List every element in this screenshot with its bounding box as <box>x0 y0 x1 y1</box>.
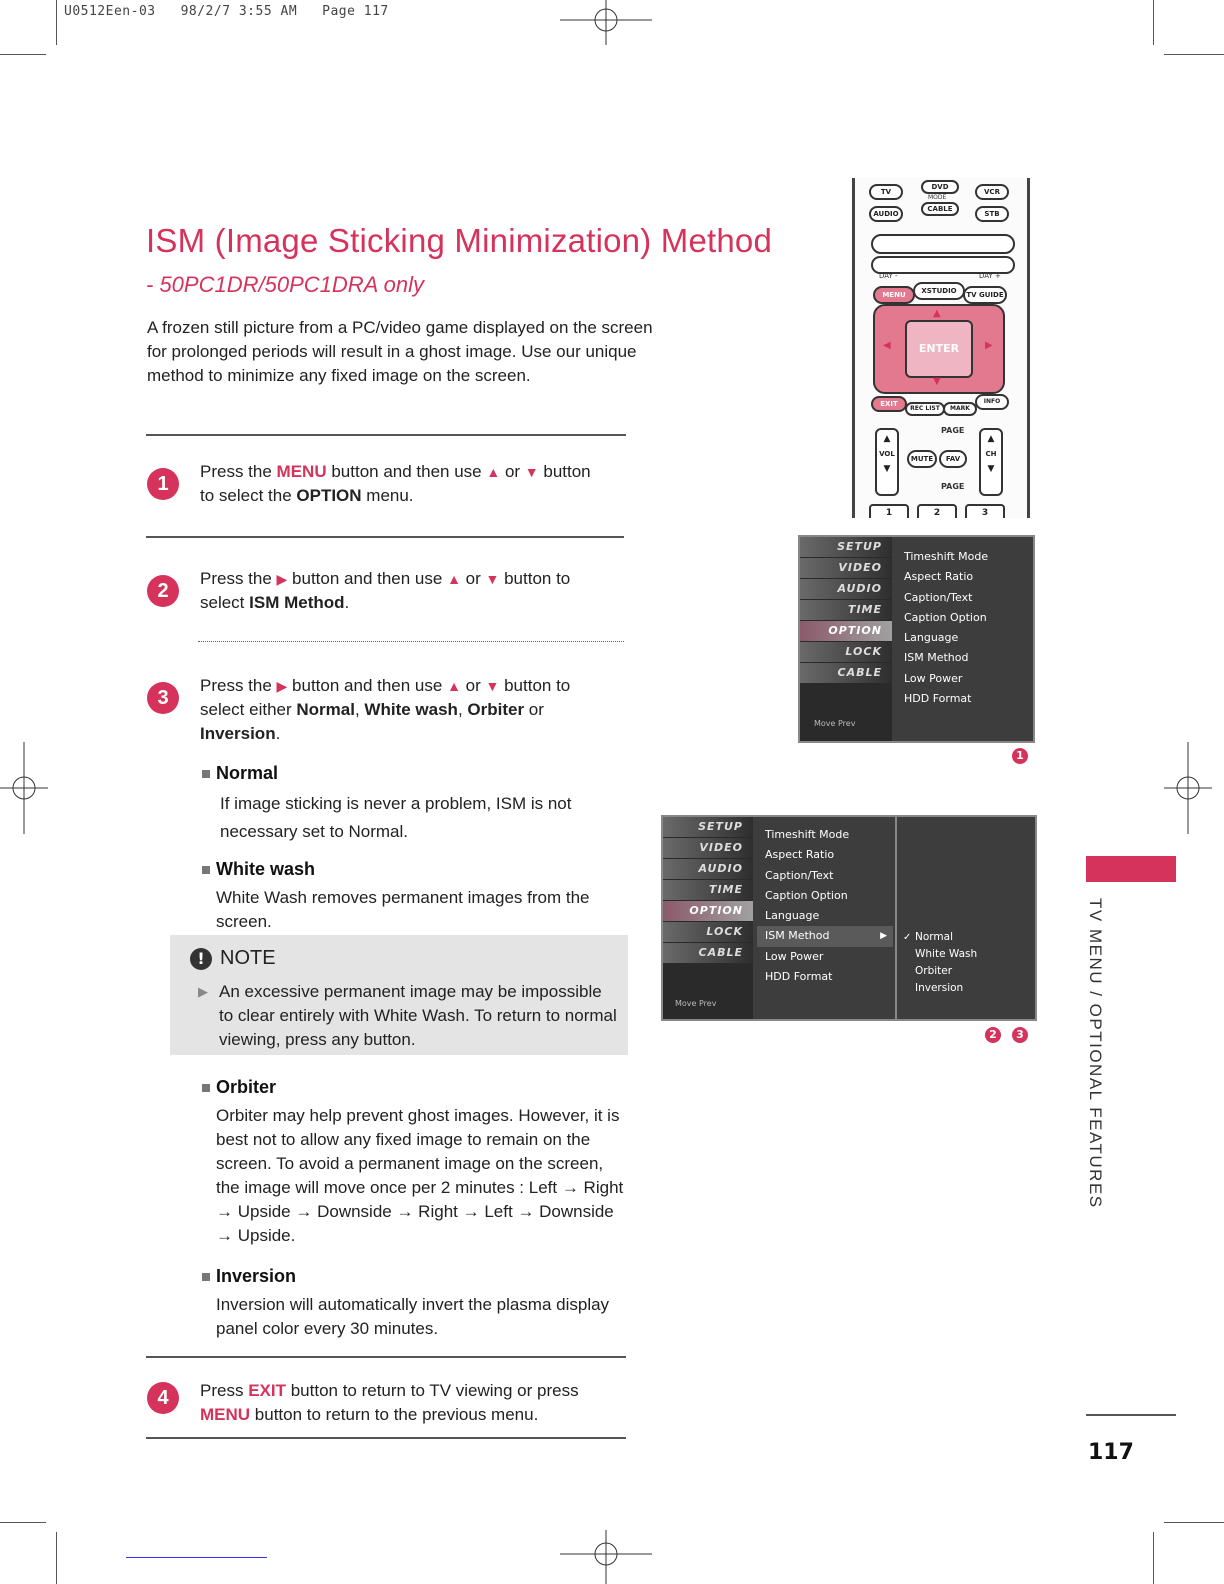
option-inversion-heading: Inversion <box>202 1266 296 1287</box>
note-body: An excessive permanent image may be impossible to clear entirely with White Wash. To return to normal viewing, press any button. <box>219 982 617 1049</box>
divider <box>146 536 624 538</box>
remote-mute-button: MUTE <box>907 450 937 468</box>
option-inversion-body: Inversion will automatically invert the plasma display panel color every 30 minutes. <box>216 1295 610 1338</box>
step-2-badge: 2 <box>147 575 179 607</box>
remote-vol-label: VOL <box>879 450 895 458</box>
menu-item: Aspect Ratio <box>765 848 835 862</box>
dotted-divider <box>198 641 624 642</box>
crop-mark <box>1153 1532 1154 1584</box>
menu-item: Caption/Text <box>765 868 834 882</box>
down-arrow-icon: ▼ <box>933 376 941 387</box>
remote-cable-button: CABLE <box>921 202 959 216</box>
down-arrow-icon: ▼ <box>987 464 995 474</box>
remote-day-minus-label: DAY - <box>879 272 898 280</box>
step-1-badge: 1 <box>147 468 179 500</box>
menu-tab-audio: AUDIO <box>663 859 753 879</box>
remote-page-down-label: PAGE <box>941 482 965 491</box>
step-4-text: Press EXIT button to return to TV viewing or press MENU button to return to the previous menu. <box>200 1381 579 1424</box>
crop-mark <box>1164 1522 1224 1523</box>
right-arrow-icon: ▶ <box>880 931 887 942</box>
menu-tab-video: VIDEO <box>663 838 753 858</box>
submenu-item: Inversion <box>915 982 964 994</box>
menu-item: Caption Option <box>904 610 987 624</box>
menu-tab-setup: SETUP <box>663 817 753 837</box>
menu-item: Language <box>765 909 820 923</box>
up-arrow-icon: ▲ <box>883 434 891 444</box>
footer-link-line <box>126 1557 267 1558</box>
option-orbiter-body: Orbiter may help prevent ghost images. However, it is best not to allow any fixed image to remain on the screen. To avoid a permanent image on the screen, the image will move once per 2 minutes : Left → Right → Upside → Downside → Right → Left → Downside → Upside. <box>216 1106 624 1245</box>
menu-screen-1 <box>798 535 1035 743</box>
submenu <box>903 929 1031 997</box>
remote-ch-button <box>979 428 1003 496</box>
option-whitewash-body: White Wash removes permanent images from the screen. <box>216 888 590 931</box>
remote-enter-button: ENTER <box>905 320 973 378</box>
exclamation-icon: ! <box>190 948 212 970</box>
remote-info-button: INFO <box>975 394 1009 410</box>
menu-item: HDD Format <box>904 692 972 706</box>
remote-transport-buttons <box>871 234 1015 254</box>
menu-item: Low Power <box>904 671 963 685</box>
menu-tab-lock: LOCK <box>663 922 753 942</box>
menu-item: Aspect Ratio <box>904 570 974 584</box>
menu-item: Caption/Text <box>904 590 973 604</box>
figure-badge-1: 1 <box>1012 748 1028 764</box>
crop-mark <box>56 1532 57 1584</box>
remote-audio-button: AUDIO <box>869 206 903 222</box>
menu-items <box>757 825 893 987</box>
check-icon: ✓ <box>903 932 912 943</box>
crop-mark <box>0 54 46 55</box>
step-2-text: Press the ▶ button and then use ▲ or ▼ button to select ISM Method. <box>200 569 571 612</box>
submenu-item-selected: ✓ Normal <box>903 929 1031 946</box>
option-normal-body: If image sticking is never a problem, ISM is not necessary set to Normal. <box>220 794 572 841</box>
remote-mark-button: MARK <box>943 402 977 416</box>
menu-item: Language <box>904 631 959 645</box>
step-4-badge: 4 <box>147 1382 179 1414</box>
menu-divider <box>895 817 897 1019</box>
crop-mark <box>1153 0 1154 45</box>
remote-fav-button: FAV <box>939 450 967 468</box>
option-normal-heading: Normal <box>202 763 278 784</box>
intro-paragraph: A frozen still picture from a PC/video game displayed on the screen for prolonged periods will result in a ghost image. Use our unique method to minimize any fixed image on the screen. <box>147 318 653 385</box>
right-triangle-icon: ▶ <box>276 571 288 587</box>
remote-vcr-button: VCR <box>975 184 1009 200</box>
remote-tvguide-button: TV GUIDE <box>963 286 1007 304</box>
menu-item-selected: ISM Method ▶ <box>757 926 893 946</box>
menu-tab-video: VIDEO <box>800 558 892 578</box>
down-triangle-icon: ▼ <box>485 678 500 694</box>
crop-mark <box>0 1522 46 1523</box>
down-triangle-icon: ▼ <box>524 464 539 480</box>
remote-number-1: 1 <box>869 504 909 518</box>
bullet-arrow-icon: ▶ <box>198 985 208 1000</box>
note-box <box>170 935 628 1055</box>
submenu-item: Orbiter <box>915 965 953 977</box>
page-subtitle: - 50PC1DR/50PC1DRA only <box>146 272 424 297</box>
up-arrow-icon: ▲ <box>933 308 941 319</box>
left-arrow-icon: ◀ <box>883 340 891 351</box>
menu-tab-time: TIME <box>800 600 892 620</box>
menu-tab-column <box>663 817 753 1019</box>
menu-items <box>896 547 1030 709</box>
divider <box>1086 1414 1176 1416</box>
registration-mark <box>0 742 48 834</box>
remote-dvd-button: DVD <box>921 180 959 194</box>
menu-tab-option: OPTION <box>663 901 753 921</box>
divider <box>146 434 626 436</box>
note-title: NOTE <box>220 947 276 969</box>
crop-mark <box>56 0 57 45</box>
step-1-text: Press the MENU button and then use ▲ or ▼ button to select the OPTION menu. <box>200 462 591 505</box>
menu-item: Low Power <box>765 949 824 963</box>
registration-mark <box>1164 742 1212 834</box>
menu-tab-column <box>800 537 892 741</box>
menu-footer: Move Prev <box>814 719 856 728</box>
figure-badge-3: 3 <box>1012 1027 1028 1043</box>
remote-mode-label: MODE <box>928 194 947 201</box>
remote-number-2: 2 <box>917 504 957 518</box>
remote-vol-button <box>875 428 899 496</box>
remote-page-up-label: PAGE <box>941 426 965 435</box>
menu-tab-option: OPTION <box>800 621 892 641</box>
remote-number-3: 3 <box>965 504 1005 518</box>
up-triangle-icon: ▲ <box>447 571 461 587</box>
down-triangle-icon: ▼ <box>485 571 500 587</box>
remote-exit-button: EXIT <box>871 396 907 412</box>
menu-tab-cable: CABLE <box>800 663 892 683</box>
menu-footer: Move Prev <box>675 999 717 1008</box>
step-3-badge: 3 <box>147 682 179 714</box>
up-triangle-icon: ▲ <box>447 678 461 694</box>
divider <box>146 1437 626 1439</box>
remote-xstudio-button: XSTUDIO <box>913 282 965 300</box>
up-arrow-icon: ▲ <box>987 434 995 444</box>
section-label: TV MENU / OPTIONAL FEATURES <box>1086 898 1105 1209</box>
menu-tab-cable: CABLE <box>663 943 753 963</box>
menu-tab-time: TIME <box>663 880 753 900</box>
right-arrow-icon: ▶ <box>985 340 993 351</box>
remote-nav-pad <box>873 304 1005 394</box>
menu-tab-lock: LOCK <box>800 642 892 662</box>
registration-mark <box>560 1530 652 1584</box>
down-arrow-icon: ▼ <box>883 464 891 474</box>
remote-stb-button: STB <box>975 206 1009 222</box>
right-triangle-icon: ▶ <box>276 678 288 694</box>
remote-day-plus-label: DAY + <box>979 272 1001 280</box>
menu-item: HDD Format <box>765 970 833 984</box>
option-whitewash-heading: White wash <box>202 859 315 880</box>
remote-menu-button: MENU <box>873 286 915 304</box>
registration-mark <box>560 0 652 45</box>
menu-tab-audio: AUDIO <box>800 579 892 599</box>
step-3-text: Press the ▶ button and then use ▲ or ▼ button to select either Normal, White wash, Orbiter or Inversion. <box>200 676 571 743</box>
menu-tab-setup: SETUP <box>800 537 892 557</box>
menu-item: Caption Option <box>765 888 848 902</box>
divider <box>146 1356 626 1358</box>
page-title: ISM (Image Sticking Minimization) Method <box>146 222 773 259</box>
print-header: U0512Een-03 98/2/7 3:55 AM Page 117 <box>64 4 389 19</box>
menu-item: ISM Method <box>904 651 969 665</box>
menu-item: Timeshift Mode <box>904 550 989 563</box>
remote-tv-button: TV <box>869 184 903 200</box>
submenu-item: White Wash <box>915 948 978 960</box>
menu-screen-2 <box>661 815 1037 1021</box>
remote-control-image <box>852 178 1030 518</box>
up-triangle-icon: ▲ <box>486 464 501 480</box>
figure-badge-2: 2 <box>985 1027 1001 1043</box>
option-orbiter-heading: Orbiter <box>202 1077 276 1098</box>
side-tab <box>1086 856 1176 882</box>
remote-reclist-button: REC LIST <box>905 402 945 416</box>
menu-item: Timeshift Mode <box>765 828 850 841</box>
remote-ch-label: CH <box>985 450 997 458</box>
crop-mark <box>1164 54 1224 55</box>
page-number: 117 <box>1088 1440 1134 1465</box>
